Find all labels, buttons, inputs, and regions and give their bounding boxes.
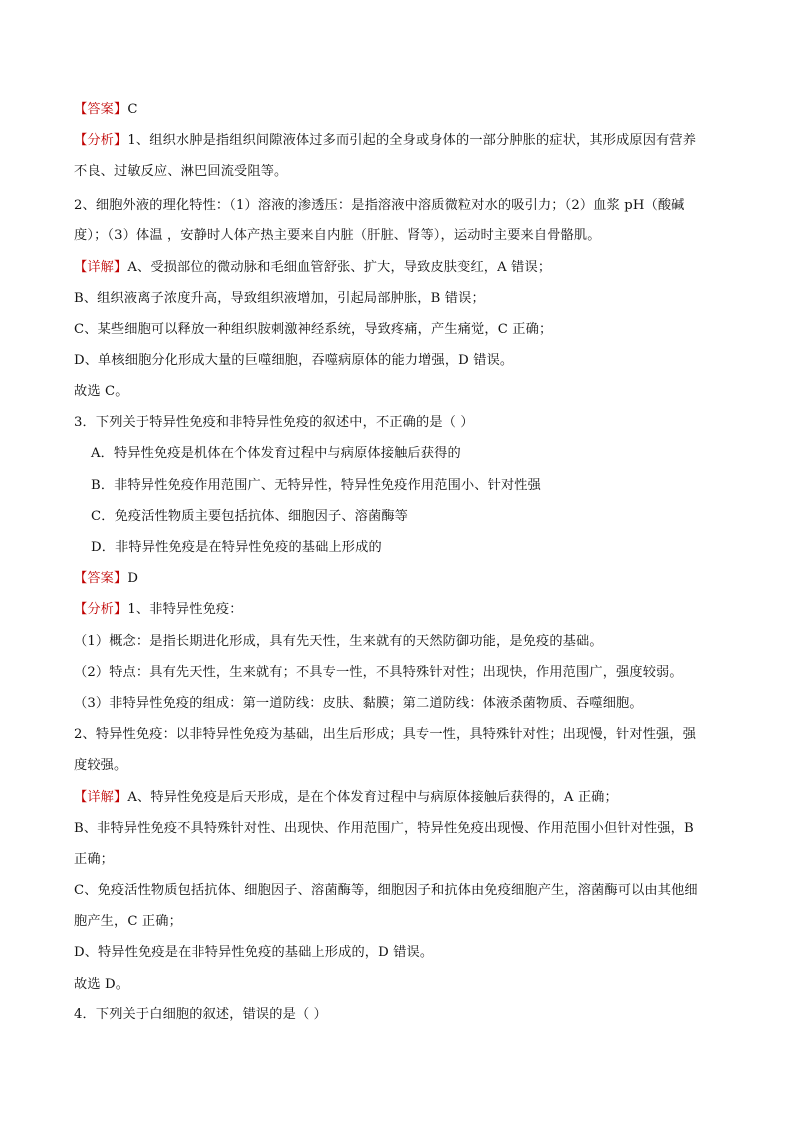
paragraph-line: 2、细胞外液的理化特性：（1）溶液的渗透压：是指溶液中溶质微粒对水的吸引力；（2）血浆 pH（酸碱 xyxy=(74,198,685,213)
analysis-tag: 【分析】 xyxy=(74,133,128,148)
answer-value: C xyxy=(127,102,138,117)
option-a: A．特异性免疫是机体在个体发育过程中与病原体接触后获得的 xyxy=(91,446,461,461)
paragraph-line: 2、特异性免疫：以非特异性免疫为基础，出生后形成；具专一性，具特殊针对性；出现慢，针对性强，强 xyxy=(74,727,697,742)
explanation-tag: 【详解】 xyxy=(74,260,128,275)
answer-line xyxy=(74,100,138,120)
explanation-text: A、受损部位的微动脉和毛细血管舒张、扩大，导致皮肤变红，A 错误； xyxy=(127,260,552,275)
explanation-text: A、特异性免疫是后天形成，是在个体发育过程中与病原体接触后获得的，A 正确； xyxy=(127,790,618,805)
analysis-tag: 【分析】 xyxy=(74,602,128,617)
answer-tag: 【答案】 xyxy=(74,102,128,117)
question-stem: 3．下列关于特异性免疫和非特异性免疫的叙述中，不正确的是（ ） xyxy=(74,415,474,430)
paragraph-line: B、非特异性免疫不具特殊针对性、出现快、作用范围广，特异性免疫出现慢、作用范围小但针对性强，B xyxy=(74,821,694,836)
answer-tag: 【答案】 xyxy=(74,571,128,586)
analysis-text: 1、组织水肿是指组织间隙液体过多而引起的全身或身体的一部分肿胀的症状，其形成原因有营养 xyxy=(127,133,697,148)
conclusion-line: 故选 C。 xyxy=(74,384,129,399)
paragraph-line: C、免疫活性物质包括抗体、细胞因子、溶菌酶等，细胞因子和抗体由免疫细胞产生，溶菌酶可以由其他细 xyxy=(74,883,698,898)
question-stem: 4．下列关于白细胞的叙述，错误的是（ ） xyxy=(74,1007,327,1022)
answer-line xyxy=(74,569,138,589)
paragraph-line: 不良、过敏反应、淋巴回流受阻等。 xyxy=(74,164,288,179)
paragraph-line: 度较强。 xyxy=(74,758,128,773)
paragraph-line: （3）非特异性免疫的组成：第一道防线：皮肤、黏膜；第二道防线：体液杀菌物质、吞噬细胞。 xyxy=(74,696,643,711)
paragraph-line: 度）；（3）体温 ，安静时人体产热主要来自内脏（肝脏、肾等），运动时主要来自骨骼肌。 xyxy=(74,228,601,243)
paragraph-line: D、单核细胞分化形成大量的巨噬细胞，吞噬病原体的能力增强，D 错误。 xyxy=(74,353,514,368)
answer-value: D xyxy=(127,571,139,586)
paragraph-line: （2）特点：具有先天性，生来就有；不具专一性，不具特殊针对性；出现快，作用范围广，强度较弱。 xyxy=(74,665,683,680)
analysis-line xyxy=(74,131,696,151)
option-c: C．免疫活性物质主要包括抗体、细胞因子、溶菌酶等 xyxy=(91,509,409,524)
paragraph-line: D、特异性免疫是在非特异性免疫的基础上形成的，D 错误。 xyxy=(74,945,434,960)
option-b: B．非特异性免疫作用范围广、无特异性，特异性免疫作用范围小、针对性强 xyxy=(91,478,541,493)
paragraph-line: （1）概念：是指长期进化形成，具有先天性，生来就有的天然防御功能，是免疫的基础。 xyxy=(74,634,603,649)
option-d: D．非特异性免疫是在特异性免疫的基础上形成的 xyxy=(91,540,382,555)
paragraph-line: 正确； xyxy=(74,852,115,867)
explanation-line xyxy=(74,258,551,278)
analysis-line xyxy=(74,600,243,620)
explanation-tag: 【详解】 xyxy=(74,790,128,805)
analysis-text: 1、非特异性免疫： xyxy=(127,602,243,617)
conclusion-line: 故选 D。 xyxy=(74,977,130,992)
paragraph-line: B、组织液离子浓度升高，导致组织液增加，引起局部肿胀，B 错误； xyxy=(74,291,485,306)
paragraph-line: C、某些细胞可以释放一种组织胺刺激神经系统，导致疼痛，产生痛觉，C 正确； xyxy=(74,322,553,337)
paragraph-line: 胞产生，C 正确； xyxy=(74,914,182,929)
explanation-line xyxy=(74,788,618,808)
